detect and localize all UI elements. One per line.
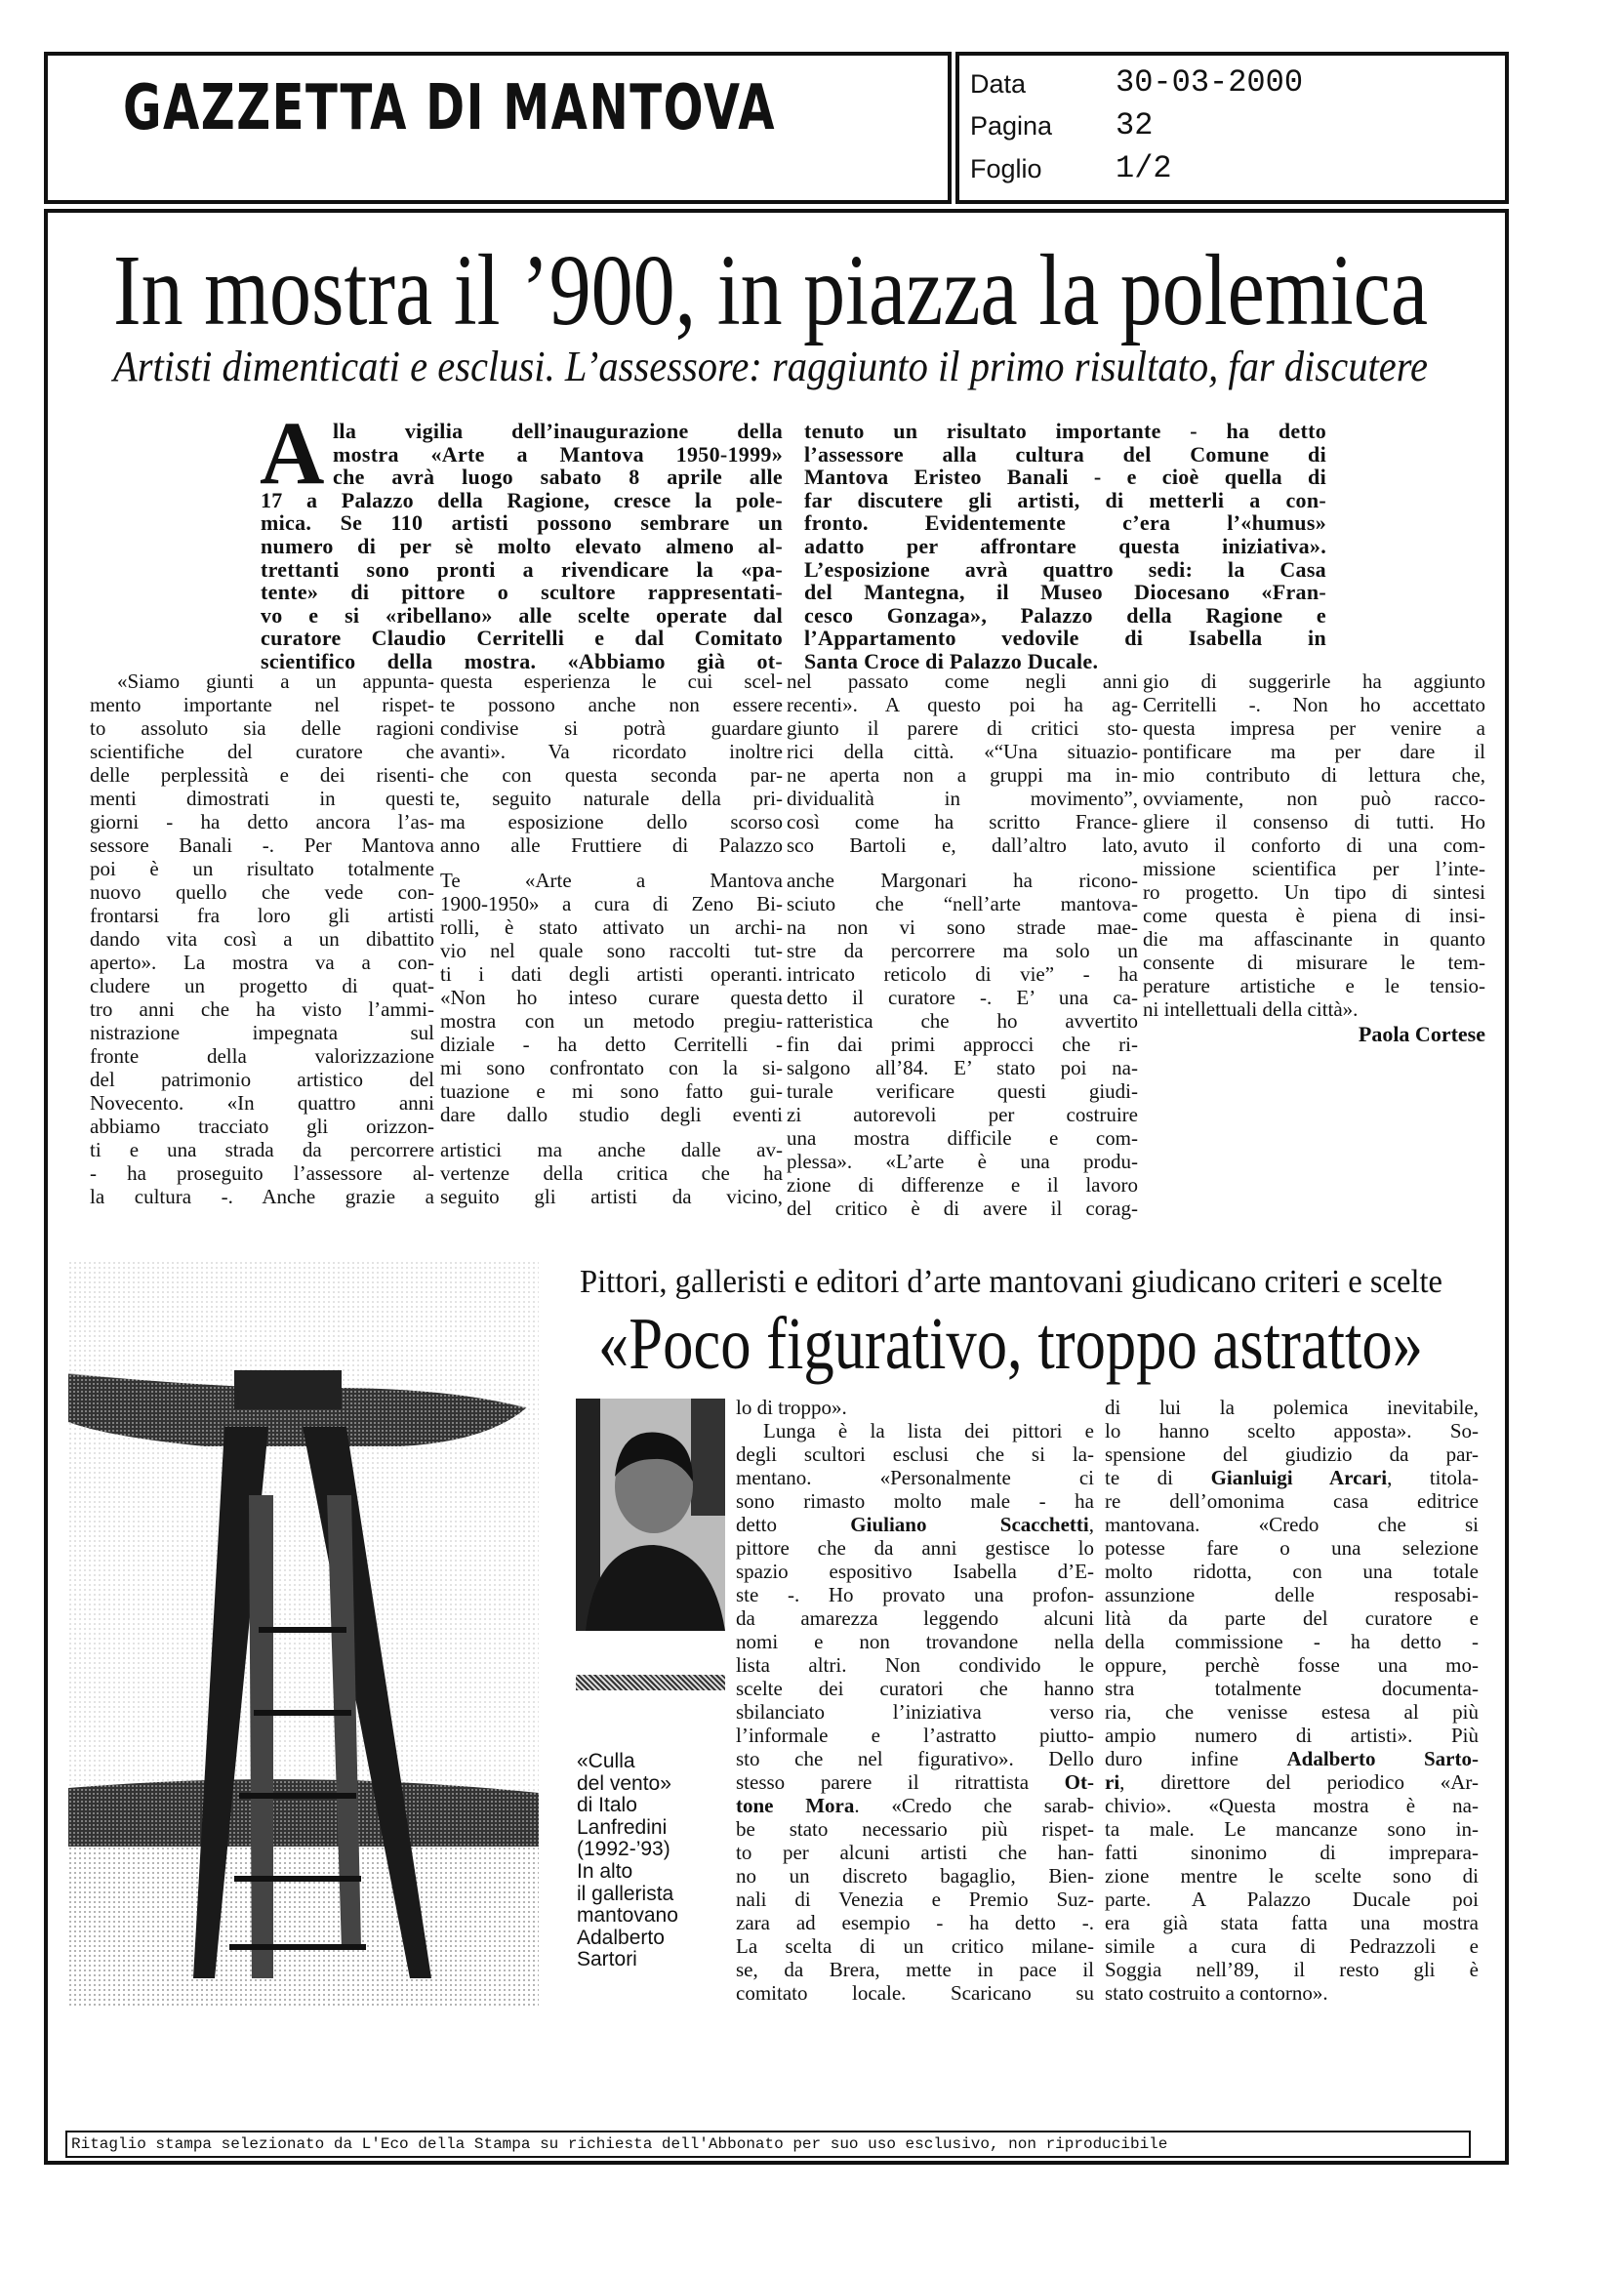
text-line: da amarezza leggendo alcuni xyxy=(736,1606,1094,1630)
text-line: molto ridotta, con una totale xyxy=(1105,1560,1479,1583)
text-line: della commissione - ha detto - xyxy=(1105,1630,1479,1653)
paragraph xyxy=(736,1396,1094,1419)
article2-kicker xyxy=(580,1265,1442,1300)
text-line: che con questa seconda par- xyxy=(440,763,783,787)
caption-line: di Italo xyxy=(577,1794,637,1817)
text-line: era già stata fatta una mostra xyxy=(1105,1911,1479,1934)
text-line: mica. Se 110 artisti possono sembrare un xyxy=(261,510,783,536)
text-line: scientifiche del curatore che xyxy=(90,740,434,763)
text-line: giorni - ha detto ancora l’as- xyxy=(90,810,434,833)
headline-text: In mostra il ’900, in piazza la polemica xyxy=(113,234,1428,346)
text-line: tuazione e mi sono fatto gui- xyxy=(440,1079,783,1103)
text-line: fatti sinonimo di imprepara- xyxy=(1105,1841,1479,1864)
text-line: di lui la polemica inevitabile, xyxy=(1105,1396,1479,1419)
text-line: vertenze della critica che ha xyxy=(440,1161,783,1185)
caption-line: il gallerista xyxy=(577,1882,674,1905)
text-line: sto che nel figurativo». Dello xyxy=(736,1747,1094,1770)
bold-name: Gianluigi Arcari xyxy=(1210,1466,1388,1489)
text-line: mantovana. «Credo che si xyxy=(1105,1513,1479,1536)
photo-caption xyxy=(577,1751,678,1971)
text-line: 1900-1950» a cura di Zeno Bi- xyxy=(440,892,783,915)
text-line: cesco Gonzaga», Palazzo della Ragione e xyxy=(804,602,1326,628)
text-line: artistici ma anche dalle av- xyxy=(440,1138,783,1161)
article-subtitle xyxy=(113,344,1428,390)
text-line: vo e si «ribellano» alle scelte operate dal xyxy=(261,602,783,628)
article2-column-2 xyxy=(1105,1396,1479,2005)
paragraph xyxy=(804,420,1326,673)
bold-name: tone Mora xyxy=(736,1794,855,1817)
paragraph xyxy=(1105,1396,1479,2005)
text-line: mio contributo di lettura che, xyxy=(1143,763,1485,787)
text-line: potesse fare o una selezione xyxy=(1105,1536,1479,1560)
bold-name: Giuliano Scacchetti xyxy=(850,1513,1089,1536)
text-line: chivio». «Questa mostra è na- xyxy=(1105,1794,1479,1817)
text-line: te, seguito naturale della pri- xyxy=(440,787,783,810)
text-line: lità da parte del curatore e xyxy=(1105,1606,1479,1630)
caption-line: Sartori xyxy=(577,1948,637,1971)
text-line: perature artistiche e le tensio- xyxy=(1143,974,1485,997)
text-line: diziale - ha detto Cerritelli - xyxy=(440,1033,783,1056)
text-line: seguito gli artisti da vicino, xyxy=(440,1185,783,1208)
text-line: stato costruito a contorno». xyxy=(1105,1981,1328,2005)
sculpture-photo xyxy=(68,1261,539,2008)
text-line: ratteristica che ho avvertito xyxy=(787,1009,1138,1033)
text-line: come questa è piena di insi- xyxy=(1143,904,1485,927)
text-line: mi sono confrontato con la si- xyxy=(440,1056,783,1079)
text-line: numero di per sè molto elevato almeno al- xyxy=(261,533,783,558)
text-line: rici della città. «“Una situazio- xyxy=(787,740,1138,763)
text-line: gliere il consenso di tutti. Ho xyxy=(1143,810,1485,833)
caption-line: mantovano xyxy=(577,1904,678,1928)
text-line: avanti». Va ricordato inoltre xyxy=(440,740,783,763)
sculpture-photo-image xyxy=(68,1261,539,2008)
text-line: mentano. «Personalmente ci xyxy=(736,1466,1094,1489)
body-column-2 xyxy=(440,670,783,1208)
text-line: la cultura -. Anche grazie a xyxy=(90,1185,434,1208)
body-column-4 xyxy=(1143,670,1485,1048)
text-line: pittore che da anni gestisce lo xyxy=(736,1536,1094,1560)
text-line: questa impresa per venire a xyxy=(1143,716,1485,740)
text-line: spensione del giudizio da par- xyxy=(1105,1442,1479,1466)
text-line: zara ad esempio - ha detto -. xyxy=(736,1911,1094,1934)
text-line: delle perplessità e dei risenti- xyxy=(90,763,434,787)
text-line: spazio espositivo Isabella d’E- xyxy=(736,1560,1094,1583)
text-line: lo di troppo». xyxy=(736,1396,847,1419)
text-line: scientifico della mostra. «Abbiamo già ot- xyxy=(261,648,783,673)
text-run: , direttore del periodico «Ar- xyxy=(1119,1770,1479,1794)
text-line: La scelta di un critico milane- xyxy=(736,1934,1094,1958)
text-line: anche Margonari ha ricono- xyxy=(787,869,1138,892)
gallerist-portrait xyxy=(576,1399,725,1631)
text-line: simile a cura di Pedrazzoli e xyxy=(1105,1934,1479,1958)
text-line: «Siamo giunti a un appunta- xyxy=(117,670,434,693)
text-line: del Mantegna, il Museo Diocesano «Fran- xyxy=(804,580,1326,605)
text-line: rolli, è stato attivato un archi- xyxy=(440,915,783,939)
lead-column-2 xyxy=(804,420,1326,673)
text-line: to assoluto sia delle ragioni xyxy=(90,716,434,740)
text-line: zi autorevoli per costruire xyxy=(787,1103,1138,1126)
text-line: fronto. Evidentemente c’era l’«humus» xyxy=(804,510,1326,536)
text-line: fin dai primi approcci che ri- xyxy=(787,1033,1138,1056)
text-line: L’esposizione avrà quattro sedi: la Casa xyxy=(804,556,1326,582)
text-run: te di xyxy=(1105,1466,1211,1489)
text-line: frontarsi fra loro gli artisti xyxy=(90,904,434,927)
body-column-1 xyxy=(90,670,434,1208)
text-line: far discutere gli artisti, di metterli a con- xyxy=(804,487,1326,512)
text-line: Novecento. «In quattro anni xyxy=(90,1091,434,1115)
text-line: 17 a Palazzo della Ragione, cresce la pole- xyxy=(261,487,783,512)
text-line: menti dimostrati in questi xyxy=(90,787,434,810)
text-line: dividualità in movimento”, xyxy=(787,787,1138,810)
text-line: missione scientifica per l’inte- xyxy=(1143,857,1485,880)
sheet-label: Foglio xyxy=(970,154,1042,183)
paragraph xyxy=(440,1138,783,1208)
text-line: intricato reticolo di vie” - ha xyxy=(787,962,1138,986)
page-value: 32 xyxy=(1116,107,1154,143)
text-line: Santa Croce di Palazzo Ducale. xyxy=(804,648,1099,673)
paragraph xyxy=(736,1419,1094,2005)
text-line: giunto il parere di critici sto- xyxy=(787,716,1138,740)
date-label: Data xyxy=(970,69,1027,99)
text-line: nali di Venezia e Premio Suz- xyxy=(736,1888,1094,1911)
text-line: ro progetto. Un tipo di sintesi xyxy=(1143,880,1485,904)
text-line: del patrimonio artistico del xyxy=(90,1068,434,1091)
text-line: curatore Claudio Cerritelli e dal Comitato xyxy=(261,626,783,651)
text-line: nomi e non trovandone nella xyxy=(736,1630,1094,1653)
text-line: questa esperienza le cui scel- xyxy=(440,670,783,693)
text-line: zione di differenze e il lavoro xyxy=(787,1173,1138,1197)
text-line: che avrà luogo sabato 8 aprile alle xyxy=(333,465,783,490)
paragraph xyxy=(787,670,1138,857)
paragraph xyxy=(787,869,1138,1220)
date-value: 30-03-2000 xyxy=(1116,64,1304,101)
caption-line: «Culla xyxy=(577,1750,635,1772)
text-line: ne aperta non a gruppi ma in- xyxy=(787,763,1138,787)
press-clipping-notice: Ritaglio stampa selezionato da L'Eco della Stampa su richiesta dell'Abbonato per suo uso esclusivo, non riproducibile xyxy=(65,2131,1471,2158)
text-line xyxy=(736,1794,1094,1817)
page-label: Pagina xyxy=(970,111,1053,141)
text-line: dare dallo studio degli eventi xyxy=(440,1103,783,1126)
text-line: mento importante nel rispet- xyxy=(90,693,434,716)
text-line: nuovo quello che vede con- xyxy=(90,880,434,904)
text-line: scelte dei curatori che hanno xyxy=(736,1677,1094,1700)
text-line: sco Bartoli e, dall’altro lato, xyxy=(787,833,1138,857)
text-line: mostra con un metodo pregiu- xyxy=(440,1009,783,1033)
text-run: duro infine xyxy=(1105,1747,1287,1770)
caption-line: Lanfredini xyxy=(577,1815,668,1839)
text-line: stra totalmente documenta- xyxy=(1105,1677,1479,1700)
text-line: consente di misurare le tem- xyxy=(1143,951,1485,974)
text-line: recenti». A questo poi ha ag- xyxy=(787,693,1138,716)
text-line: die ma affascinante in quanto xyxy=(1143,927,1485,951)
bold-name: Adalberto Sarto- xyxy=(1286,1747,1479,1770)
text-line: l’Appartamento vedovile di Isabella in xyxy=(804,626,1326,651)
paragraph xyxy=(1143,670,1485,1021)
text-line: no un discreto bagaglio, Bien- xyxy=(736,1864,1094,1888)
text-line: tenuto un risultato importante - ha detto xyxy=(804,419,1326,443)
text-line: cludere un progetto di quat- xyxy=(90,974,434,997)
text-line: se, da Brera, mette in pace il xyxy=(736,1958,1094,1981)
text-line: ste -. Ho provato una profon- xyxy=(736,1583,1094,1606)
text-line: aperto». La mostra va a con- xyxy=(90,951,434,974)
sheet-value: 1/2 xyxy=(1116,150,1172,186)
subtitle-text: Artisti dimenticati e esclusi. L’assessore: raggiunto il primo risultato, far discutere xyxy=(113,343,1428,390)
text-line: l’informale e l’astratto piutto- xyxy=(736,1724,1094,1747)
text-line: nistrazione impegnata sul xyxy=(90,1021,434,1044)
text-line: gio di suggerirle ha aggiunto xyxy=(1143,670,1485,693)
text-line: adatto per affrontare questa iniziativa». xyxy=(804,533,1326,558)
paragraph xyxy=(261,420,783,673)
text-line: Lunga è la lista dei pittori e xyxy=(763,1419,1094,1442)
text-line: sciuto che “nell’arte mantova- xyxy=(787,892,1138,915)
text-line xyxy=(736,1513,1094,1536)
text-line: oppure, perchè fosse una mo- xyxy=(1105,1653,1479,1677)
bold-name: Ot- xyxy=(1064,1770,1094,1794)
text-line: ampio numero di artisti». Più xyxy=(1105,1724,1479,1747)
text-line: pontificare ma per dare il xyxy=(1143,740,1485,763)
text-line: degli scultori esclusi che si la- xyxy=(736,1442,1094,1466)
text-line: «Non ho inteso curare questa xyxy=(440,986,783,1009)
text-line: sessore Banali -. Per Mantova xyxy=(90,833,434,857)
text-line xyxy=(1105,1747,1479,1770)
caption-line: In alto xyxy=(577,1859,633,1883)
kicker-text: Pittori, galleristi e editori d’arte mantovani giudicano criteri e scelte xyxy=(580,1264,1442,1300)
caption-line: Adalberto xyxy=(577,1926,665,1949)
text-line xyxy=(1105,1770,1479,1794)
text-line: lla vigilia dell’inaugurazione della xyxy=(333,419,783,443)
text-line: l’assessore alla cultura del Comune di xyxy=(804,441,1326,467)
text-line: detto il curatore -. E’ una ca- xyxy=(787,986,1138,1009)
text-line xyxy=(736,1770,1094,1794)
text-line: ria, che venisse estesa al più xyxy=(1105,1700,1479,1724)
text-line: vio nel quale sono raccolti tut- xyxy=(440,939,783,962)
text-run: detto xyxy=(736,1513,851,1536)
text-run: , titola- xyxy=(1387,1466,1479,1489)
text-line: na non vi sono strade mae- xyxy=(787,915,1138,939)
text-line: Cerritelli -. Non ho accettato xyxy=(1143,693,1485,716)
text-line: ta male. Le mancanze sono in- xyxy=(1105,1817,1479,1841)
text-line: stre da percorrere ma solo un xyxy=(787,939,1138,962)
text-line: Soggia nell’89, il resto gli è xyxy=(1105,1958,1479,1981)
caption-line: (1992-’93) xyxy=(577,1838,670,1861)
text-line: avuto il conforto di una com- xyxy=(1143,833,1485,857)
text-line: abbiamo tracciato gli orizzon- xyxy=(90,1115,434,1138)
text-line: nel passato come negli anni xyxy=(787,670,1138,693)
text-line: be stato necessario più rispet- xyxy=(736,1817,1094,1841)
paragraph xyxy=(440,670,783,857)
caption-line: del vento» xyxy=(577,1771,671,1795)
text-line: - ha proseguito l’assessore al- xyxy=(90,1161,434,1185)
article2-column-1 xyxy=(736,1396,1094,2005)
text-line: to per alcuni artisti che han- xyxy=(736,1841,1094,1864)
newspaper-logo xyxy=(123,72,776,144)
text-line: ti e una strada da percorrere xyxy=(90,1138,434,1161)
text-line: re dell’omonima casa editrice xyxy=(1105,1489,1479,1513)
text-line: poi è un risultato totalmente xyxy=(90,857,434,880)
body-column-4-text xyxy=(1143,670,1485,1021)
text-line: Te «Arte a Mantova xyxy=(440,869,783,892)
text-line: ma esposizione dello scorso xyxy=(440,810,783,833)
text-line: del critico è di avere il corag- xyxy=(787,1197,1138,1220)
text-line: te possono anche non essere xyxy=(440,693,783,716)
text-run: stesso parere il ritrattista xyxy=(736,1770,1065,1794)
article2-headline xyxy=(598,1303,1423,1385)
lead-column-1 xyxy=(261,420,783,673)
text-line: condivise si potrà guardare xyxy=(440,716,783,740)
text-line xyxy=(1105,1466,1479,1489)
text-line: una mostra difficile e com- xyxy=(787,1126,1138,1150)
text-run: . «Credo che sarab- xyxy=(854,1794,1095,1817)
text-line: anno alle Fruttiere di Palazzo xyxy=(440,833,783,857)
text-line: così come ha scritto France- xyxy=(787,810,1138,833)
text-line: parte. A Palazzo Ducale poi xyxy=(1105,1888,1479,1911)
article-headline xyxy=(113,234,1428,346)
text-line: tro anni che ha visto l’ammi- xyxy=(90,997,434,1021)
text-line: ovviamente, non può racco- xyxy=(1143,787,1485,810)
text-line: sono rimasto molto male - ha xyxy=(736,1489,1094,1513)
portrait-image xyxy=(576,1399,725,1631)
newspaper-name: GAZZETTA DI MANTOVA xyxy=(123,72,776,144)
text-run: , xyxy=(1088,1513,1094,1536)
text-line: salgono all’84. E’ stato poi na- xyxy=(787,1056,1138,1079)
text-line: trettanti sono pronti a rivendicare la «pa- xyxy=(261,556,783,582)
text-line: fronte della valorizzazione xyxy=(90,1044,434,1068)
paragraph xyxy=(440,869,783,1126)
text-line: plessa». «L’arte è una produ- xyxy=(787,1150,1138,1173)
text-line: ti i dati degli artisti operanti. xyxy=(440,962,783,986)
text-line: tente» di pittore o scultore rappresentati- xyxy=(261,580,783,605)
text-line: assunzione delle resposabi- xyxy=(1105,1583,1479,1606)
halftone-divider xyxy=(576,1675,725,1690)
text-line: zione mentre le scelte sono di xyxy=(1105,1864,1479,1888)
author-byline: Paola Cortese xyxy=(1358,1022,1485,1046)
text-line: mostra «Arte a Mantova 1950-1999» xyxy=(333,441,783,467)
text-line: lo hanno scelto apposta». So- xyxy=(1105,1419,1479,1442)
paragraph xyxy=(90,670,434,1208)
text-line: turale verificare questi giudi- xyxy=(787,1079,1138,1103)
bold-name: ri xyxy=(1105,1770,1120,1794)
headline2-text: «Poco figurativo, troppo astratto» xyxy=(598,1303,1423,1385)
body-column-3 xyxy=(787,670,1138,1220)
drop-cap: A xyxy=(260,403,325,503)
text-line: comitato locale. Scaricano su xyxy=(736,1981,1094,2005)
text-line: sbilanciato l’iniziativa verso xyxy=(736,1700,1094,1724)
text-line: lista altri. Non condivido le xyxy=(736,1653,1094,1677)
text-line: dando vita così a un dibattito xyxy=(90,927,434,951)
text-line: ni intellettuali della città». xyxy=(1143,997,1359,1021)
text-line: Mantova Eristeo Banali - e cioè quella di xyxy=(804,465,1326,490)
